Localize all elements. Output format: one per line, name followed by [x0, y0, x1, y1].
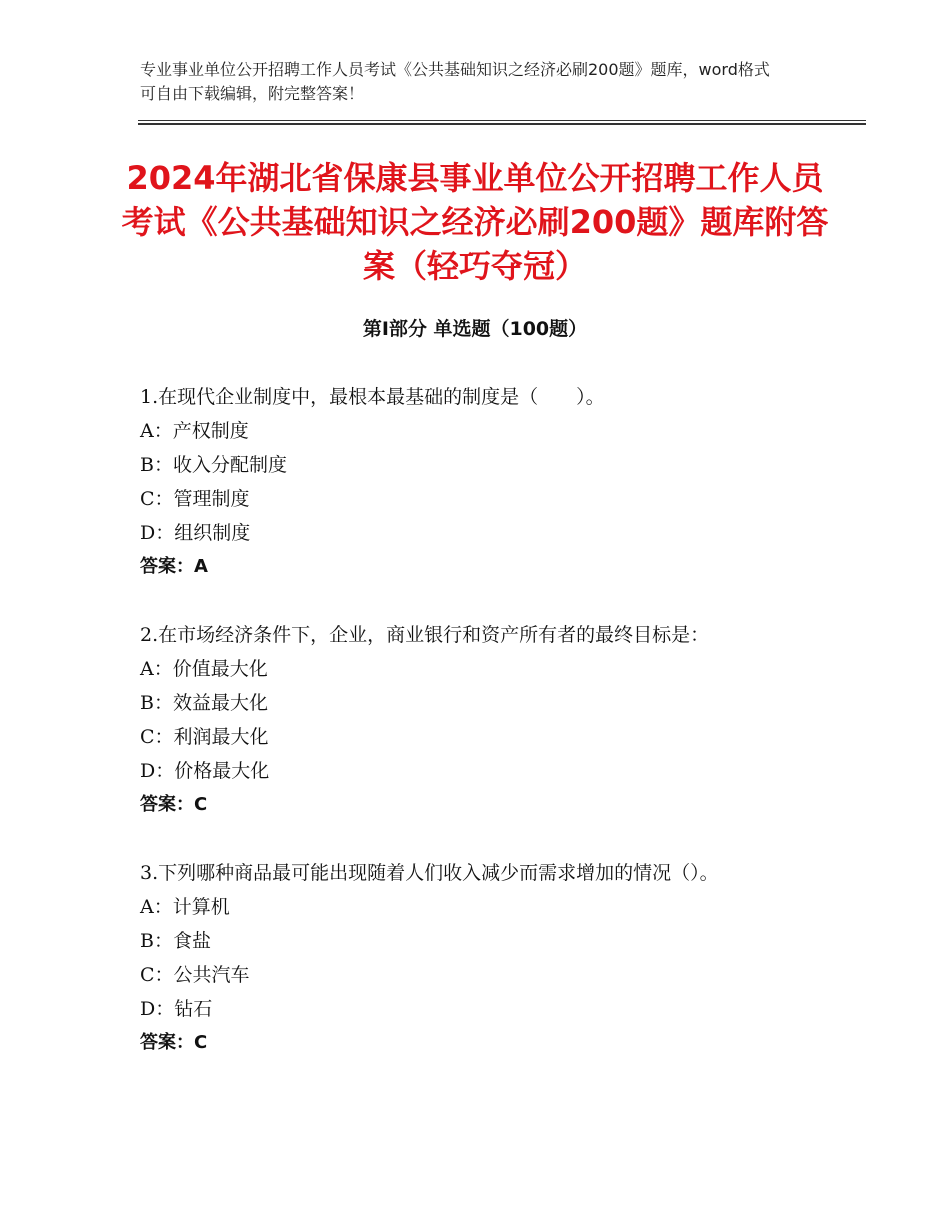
- question-stem: 3.下列哪种商品最可能出现随着人们收入减少而需求增加的情况（）。: [140, 862, 719, 884]
- answer: 答案：A: [140, 556, 208, 577]
- question-1: [140, 380, 800, 584]
- header-note: 专业事业单位公开招聘工作人员考试《公共基础知识之经济必刷200题》题库，word格式可自由下载编辑，附完整答案！: [140, 60, 770, 103]
- header-divider: [138, 120, 866, 125]
- option-d: D：钻石: [140, 998, 213, 1020]
- header-divider-thick-line: [138, 123, 866, 125]
- option-c: C：公共汽车: [140, 964, 250, 986]
- question-stem: 2.在市场经济条件下，企业，商业银行和资产所有者的最终目标是：: [140, 624, 710, 646]
- question-2: [140, 618, 800, 822]
- option-a: A：价值最大化: [140, 658, 268, 680]
- option-d: D：价格最大化: [140, 760, 270, 782]
- document-title: 2024年湖北省保康县事业单位公开招聘工作人员考试《公共基础知识之经济必刷200题》题库附答案（轻巧夺冠）: [121, 159, 829, 285]
- option-c: C：利润最大化: [140, 726, 269, 748]
- option-b: B：效益最大化: [140, 692, 268, 714]
- answer: 答案：C: [140, 794, 208, 815]
- option-d: D：组织制度: [140, 522, 251, 544]
- option-b: B：收入分配制度: [140, 454, 287, 476]
- question-3: [140, 856, 800, 1060]
- option-b: B：食盐: [140, 930, 211, 952]
- question-stem: 1.在现代企业制度中，最根本最基础的制度是（ ）。: [140, 386, 605, 408]
- option-a: A：计算机: [140, 896, 230, 918]
- section-title: 第Ⅰ部分 单选题（100题）: [362, 318, 588, 340]
- option-c: C：管理制度: [140, 488, 250, 510]
- option-a: A：产权制度: [140, 420, 249, 442]
- answer: 答案：C: [140, 1032, 208, 1053]
- header-divider-thin-line: [138, 120, 866, 121]
